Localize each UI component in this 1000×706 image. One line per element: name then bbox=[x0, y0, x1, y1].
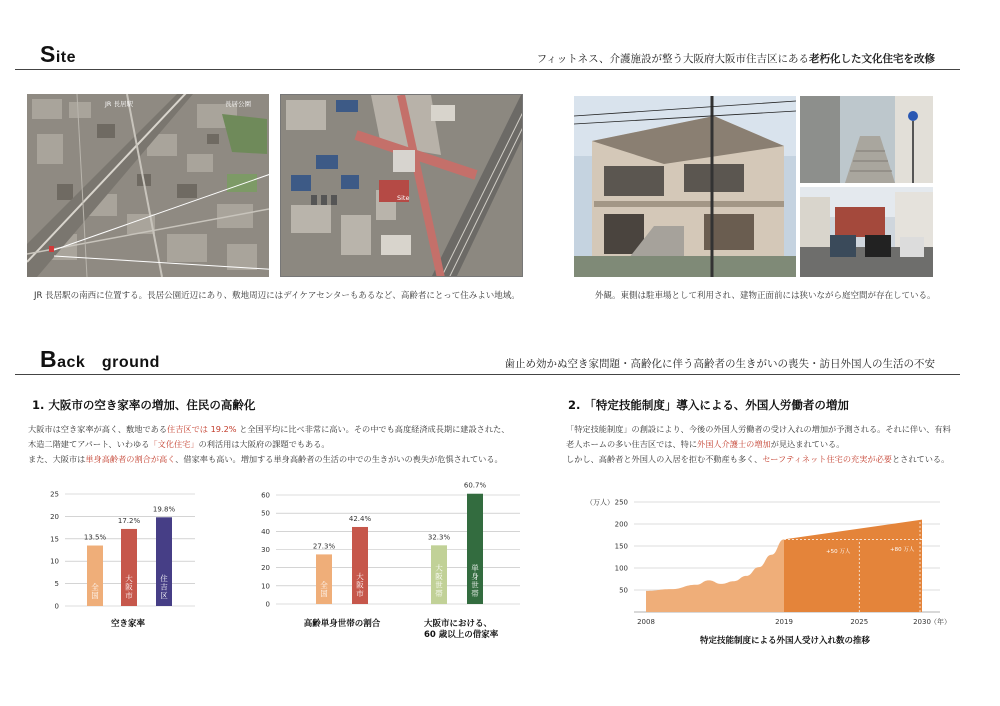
background-subtitle: 歯止め効かぬ空き家問題・高齢化に伴う高齢者の生きがいの喪失・訪日外国人の生活の不安 bbox=[504, 358, 935, 370]
bar-data-label: 32.3% bbox=[427, 533, 451, 542]
y-tick-label: 20 bbox=[261, 564, 270, 573]
y-tick-label: 25 bbox=[50, 490, 59, 499]
area-series-actual bbox=[646, 539, 784, 612]
y-tick-label: 50 bbox=[619, 586, 628, 595]
chart-title: 60 歳以上の借家率 bbox=[424, 630, 499, 640]
y-tick-label: 40 bbox=[261, 527, 270, 536]
x-tick-label: 2019 bbox=[775, 618, 793, 626]
bar-category-label: 大 bbox=[125, 574, 133, 583]
x-tick-label: 2030 bbox=[913, 618, 931, 626]
y-tick-label: 50 bbox=[261, 509, 270, 518]
bar-category-label: 身 bbox=[471, 572, 479, 581]
bar-data-label: 19.8% bbox=[152, 505, 176, 514]
y-tick-label: 200 bbox=[614, 520, 628, 529]
bar-data-label: 17.2% bbox=[117, 516, 141, 525]
y-tick-label: 15 bbox=[50, 535, 59, 544]
bar-category-label: 国 bbox=[91, 591, 99, 600]
background-title: Back ground bbox=[40, 346, 160, 372]
bar-category-label: 阪 bbox=[356, 580, 364, 590]
bar-category-label: 帯 bbox=[471, 589, 479, 598]
x-unit-label: （年） bbox=[930, 618, 951, 626]
background-paragraph-1: 大阪市は空き家率が高く、敷地である住吉区では 19.2% と全国平均に比べ非常に高い。その中でも高度経済成長期に建設された、 木造二階建てアパート、いわゆる「文化住宅」の利活用は大阪府の課題でもある。 また、大阪市は単身高齢者の割合が高く、借家率も高い。増加する単身高齢者の生活の中での生きがいの喪失が危惧されている。 bbox=[28, 424, 510, 464]
bar-category-label: 阪 bbox=[125, 582, 133, 592]
chart-title: 大阪市における、 bbox=[424, 619, 493, 629]
x-tick-label: 2008 bbox=[637, 618, 655, 626]
site-title: Site bbox=[40, 41, 77, 67]
chart-title: 高齢単身世帯の割合 bbox=[303, 619, 381, 629]
bar-category-label: 単 bbox=[471, 563, 479, 573]
map-label-site: Site bbox=[397, 194, 410, 202]
y-tick-label: 0 bbox=[54, 602, 59, 611]
bar-category-label: 大 bbox=[356, 572, 364, 581]
site-photo-caption: 外観。東側は駐車場として利用され、建物正面前には狭いながら庭空間が存在している。 bbox=[595, 291, 936, 301]
bar-category-label: 大 bbox=[435, 563, 443, 573]
bar-category-label: 世 bbox=[471, 580, 479, 590]
chart-title: 特定技能制度による外国人受け入れ数の推移 bbox=[699, 636, 871, 646]
y-tick-label: 60 bbox=[261, 491, 270, 500]
site-subtitle: フィットネス、介護施設が整う大阪府大阪市住吉区にある老朽化した文化住宅を改修 bbox=[536, 53, 935, 65]
background-heading-2: 2. 「特定技能制度」導入による、外国人労働者の増加 bbox=[568, 398, 849, 412]
y-tick-label: 0 bbox=[265, 600, 270, 609]
bar-category-label: 国 bbox=[320, 589, 328, 598]
bar-category-label: 全 bbox=[91, 582, 99, 592]
y-tick-label: 5 bbox=[54, 580, 59, 589]
bar-category-label: 住 bbox=[160, 574, 168, 583]
bar-category-label: 全 bbox=[320, 580, 328, 590]
y-tick-label: 10 bbox=[50, 557, 59, 566]
map-label-park: 長居公園 bbox=[225, 100, 251, 108]
background-heading-1: 1. 大阪市の空き家率の増加、住民の高齢化 bbox=[32, 398, 256, 412]
y-tick-label: 30 bbox=[261, 546, 270, 554]
bar-category-label: 吉 bbox=[160, 582, 168, 592]
bar-category-label: 市 bbox=[125, 591, 133, 600]
y-tick-label: 10 bbox=[261, 582, 270, 591]
bar-category-label: 市 bbox=[356, 589, 364, 598]
site-map-caption: JR 長居駅の南西に位置する。長居公園近辺にあり、敷地周辺にはデイケアセンターもあるなど、高齢者にとって住みよい地域。 bbox=[34, 291, 520, 301]
y-tick-label: 20 bbox=[50, 512, 59, 521]
y-tick-label: 250 bbox=[614, 498, 628, 507]
area-series-projection bbox=[784, 520, 922, 612]
annotation-label: +50 万人 bbox=[826, 549, 851, 555]
bar-category-label: 世 bbox=[435, 580, 443, 590]
bar-data-label: 42.4% bbox=[348, 514, 372, 523]
x-tick-label: 2025 bbox=[850, 618, 869, 626]
bar-category-label: 帯 bbox=[435, 589, 443, 598]
y-tick-label: 150 bbox=[614, 542, 628, 551]
bar-category-label: 区 bbox=[160, 591, 168, 600]
bar-category-label: 阪 bbox=[435, 572, 443, 581]
bar-data-label: 60.7% bbox=[463, 481, 487, 490]
chart-title: 空き家率 bbox=[110, 619, 146, 629]
map-label-station: JR 長居駅 bbox=[105, 100, 133, 108]
background-paragraph-2: 「特定技能制度」の創設により、今後の外国人労働者の受け入れの増加が予測される。それに伴い、有料 老人ホームの多い住吉区では、特に外国人介護士の増加が見込まれている。 しかし、高齢者と外国人の入居を拒む不動産も多く、セーフティネット住宅の充実が必要とされている。 bbox=[566, 424, 951, 464]
y-tick-label: 100 bbox=[614, 564, 628, 573]
annotation-label: +80 万人 bbox=[890, 547, 915, 553]
bar-data-label: 13.5% bbox=[83, 533, 107, 542]
bar-data-label: 27.3% bbox=[312, 542, 336, 551]
y-unit-label: （万人） bbox=[586, 498, 614, 507]
